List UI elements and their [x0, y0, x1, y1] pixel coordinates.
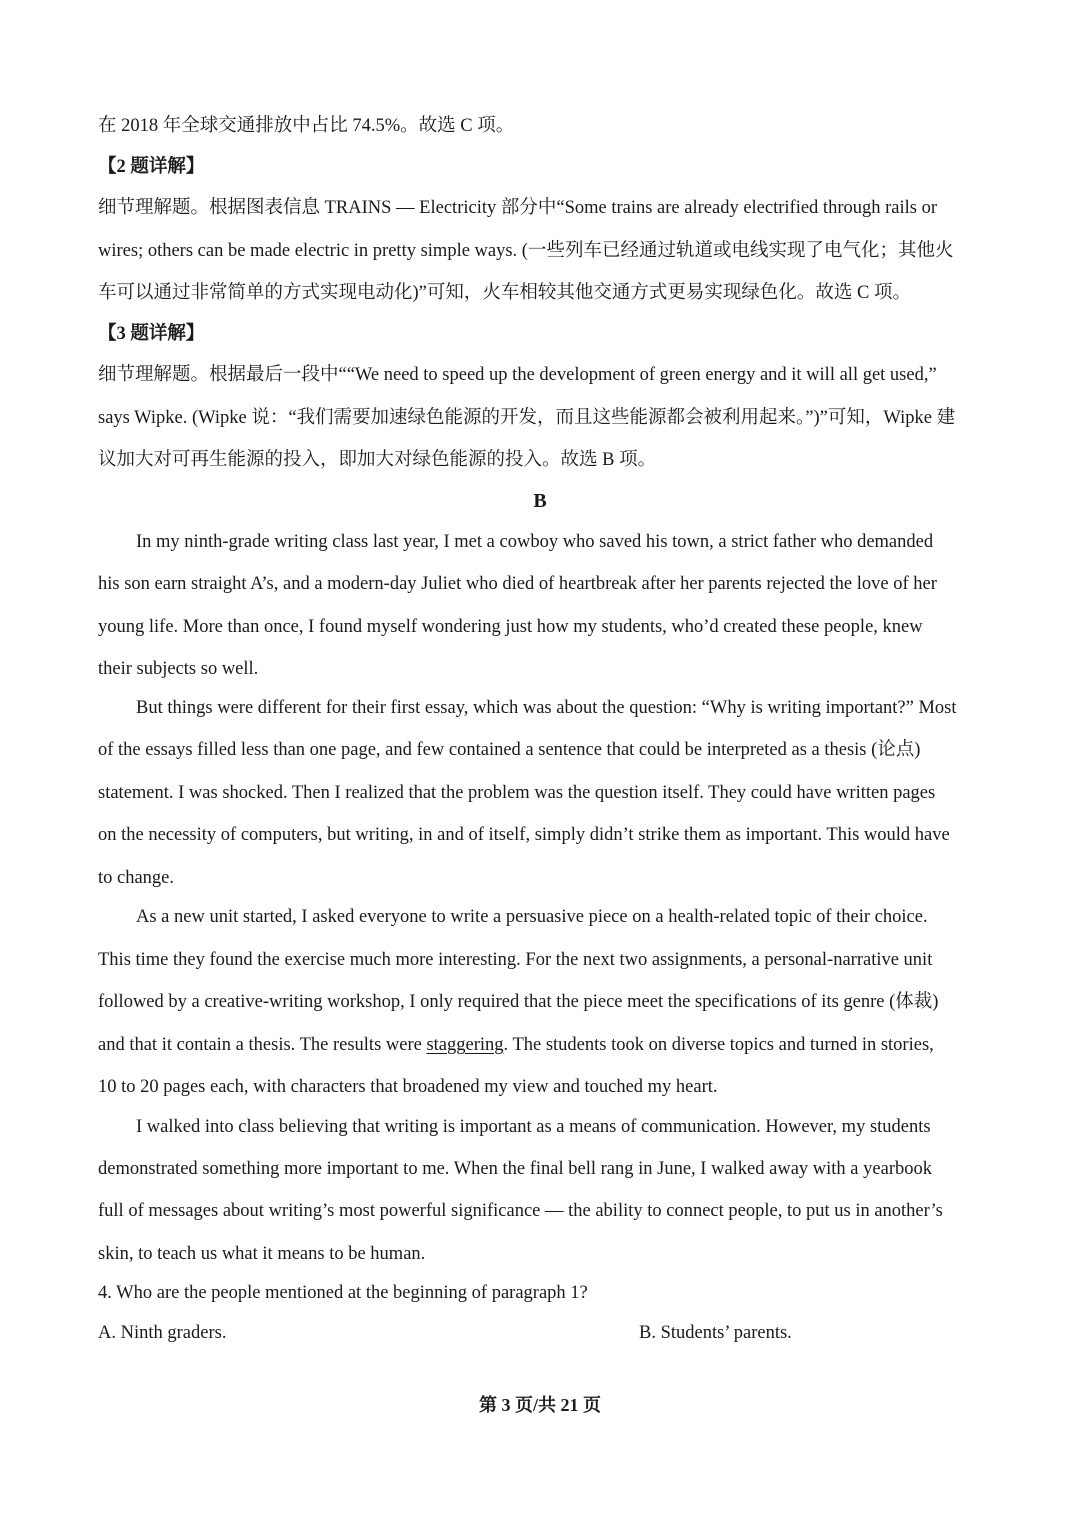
passage-line: his son earn straight A’s, and a modern-day Juliet who died of heartbreak after her parents rejected the love of her	[98, 574, 937, 594]
q2-text-line: 细节理解题。根据图表信息 TRAINS — Electricity 部分中“Some trains are already electrified through rails or	[98, 198, 937, 218]
q1-explanation-tail: 在 2018 年全球交通排放中占比 74.5%。故选 C 项。	[98, 116, 515, 136]
passage-line: I walked into class believing that writing is important as a means of communication. However, my students	[136, 1117, 931, 1137]
q2-text-line: wires; others can be made electric in pretty simple ways. (一些列车已经通过轨道或电线实现了电气化；其他火	[98, 241, 954, 261]
passage-line: on the necessity of computers, but writing, in and of itself, simply didn’t strike them as important. This would have	[98, 825, 950, 845]
passage-text: and that it contain a thesis. The results were	[98, 1035, 427, 1055]
q3-text-line: says Wipke. (Wipke 说：“我们需要加速绿色能源的开发，而且这些能源都会被利用起来。”)”可知，Wipke 建	[98, 408, 956, 428]
passage-line: But things were different for their first essay, which was about the question: “Why is writing important?” Most	[136, 698, 957, 718]
q2-text-line: 车可以通过非常简单的方式实现电动化)”可知，火车相较其他交通方式更易实现绿色化。故选 C 项。	[98, 283, 911, 303]
page-footer: 第 3 页/共 21 页	[478, 1395, 601, 1415]
passage-line: young life. More than once, I found myself wondering just how my students, who’d created these people, knew	[98, 617, 923, 637]
passage-line: This time they found the exercise much more interesting. For the next two assignments, a personal-narrative unit	[98, 950, 933, 970]
option-a: A. Ninth graders.	[98, 1323, 227, 1343]
passage-line: demonstrated something more important to me. When the final bell rang in June, I walked away with a yearbook	[98, 1159, 932, 1179]
passage-line: As a new unit started, I asked everyone to write a persuasive piece on a health-related topic of their choice.	[136, 907, 928, 927]
passage-line: In my ninth-grade writing class last year, I met a cowboy who saved his town, a strict father who demanded	[136, 532, 934, 552]
passage-line: full of messages about writing’s most powerful significance — the ability to connect people, to put us in another’s	[98, 1201, 943, 1221]
q2-heading: 【2 题详解】	[98, 157, 205, 177]
passage-line: statement. I was shocked. Then I realized that the problem was the question itself. They could have written pages	[98, 783, 936, 803]
question-stem: 4. Who are the people mentioned at the beginning of paragraph 1?	[98, 1283, 588, 1303]
passage-line	[98, 1033, 988, 1057]
option-b: B. Students’ parents.	[639, 1323, 792, 1343]
passage-line: of the essays filled less than one page, and few contained a sentence that could be interpreted as a thesis (论点)	[98, 740, 921, 760]
passage-line: to change.	[98, 868, 175, 888]
passage-line: followed by a creative-writing workshop, I only required that the piece meet the specifications of its genre (体裁)	[98, 992, 939, 1012]
passage-line: their subjects so well.	[98, 659, 259, 679]
passage-line: 10 to 20 pages each, with characters that broadened my view and touched my heart.	[98, 1077, 718, 1097]
passage-text: . The students took on diverse topics and turned in stories,	[503, 1035, 934, 1055]
section-title: B	[533, 490, 547, 512]
options-row	[98, 1321, 988, 1345]
q3-heading: 【3 题详解】	[98, 324, 205, 344]
q3-text-line: 细节理解题。根据最后一段中““We need to speed up the development of green energy and it will all get used,”	[98, 365, 937, 385]
underlined-word: staggering	[426, 1035, 504, 1055]
q3-text-line: 议加大对可再生能源的投入，即加大对绿色能源的投入。故选 B 项。	[98, 450, 657, 470]
passage-line: skin, to teach us what it means to be human.	[98, 1244, 426, 1264]
